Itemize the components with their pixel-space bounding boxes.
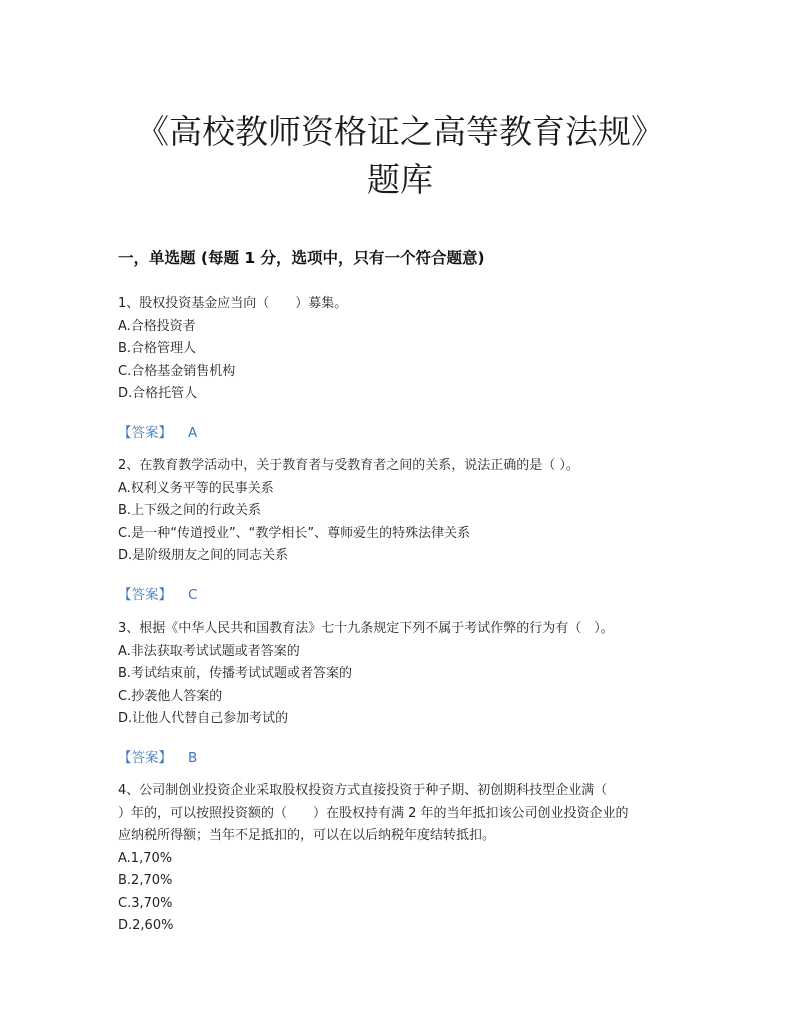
answer-3 [118,746,197,766]
answer-1 [118,421,197,441]
question-stem-line: 应纳税所得额；当年不足抵扣的，可以在以后纳税年度结转抵扣。 [118,828,496,843]
option-b: B.考试结束前，传播考试试题或者答案的 [118,666,353,681]
answer-2 [118,583,197,603]
option-d: D.合格托管人 [118,386,198,401]
answer-label: 【答案】 [118,425,172,441]
option-a: A.非法获取考试试题或者答案的 [118,643,300,659]
answer-value: B [188,750,198,766]
option-b: B.2,70% [118,873,173,888]
question-4 [118,780,698,938]
section-heading: 一，单选题 (每题 1 分，选项中，只有一个符合题意) [118,249,485,267]
option-d: D.让他人代替自己参加考试的 [118,711,289,726]
question-stem-line: 4、公司制创业投资企业采取股权投资方式直接投资于种子期、初创期科技型企业满（ [118,783,608,798]
option-d: D.是阶级朋友之间的同志关系 [118,548,289,563]
answer-label: 【答案】 [118,750,172,766]
question-1 [118,293,698,406]
option-b: B.上下级之间的行政关系 [118,503,262,518]
option-c: C.是一种“传道授业”、“教学相长”、尊师爱生的特殊法律关系 [118,525,471,541]
question-stem: 1、股权投资基金应当向（ ）募集。 [118,296,348,311]
question-3 [118,618,698,731]
answer-label: 【答案】 [118,587,172,603]
document-title: 《高校教师资格证之高等教育法规》 [136,112,664,151]
question-stem: 2、在教育教学活动中，关于教育者与受教育者之间的关系，说法正确的是（ ）。 [118,458,579,473]
document-subtitle: 题库 [367,160,433,199]
question-2 [118,455,698,568]
question-stem-line: ）年的，可以按照投资额的（ ）在股权持有满 2 年的当年抵扣该公司创业投资企业的 [118,805,629,821]
answer-value: A [188,425,198,441]
option-c: C.抄袭他人答案的 [118,688,223,704]
option-c: C.合格基金销售机构 [118,363,236,379]
option-c: C.3,70% [118,895,173,911]
option-a: A.1,70% [118,850,173,866]
option-a: A.权利义务平等的民事关系 [118,480,274,496]
option-d: D.2,60% [118,918,174,933]
option-a: A.合格投资者 [118,318,196,334]
answer-value: C [188,587,198,603]
option-b: B.合格管理人 [118,341,197,356]
question-stem: 3、根据《中华人民共和国教育法》七十九条规定下列不属于考试作弊的行为有（ ）。 [118,621,614,636]
